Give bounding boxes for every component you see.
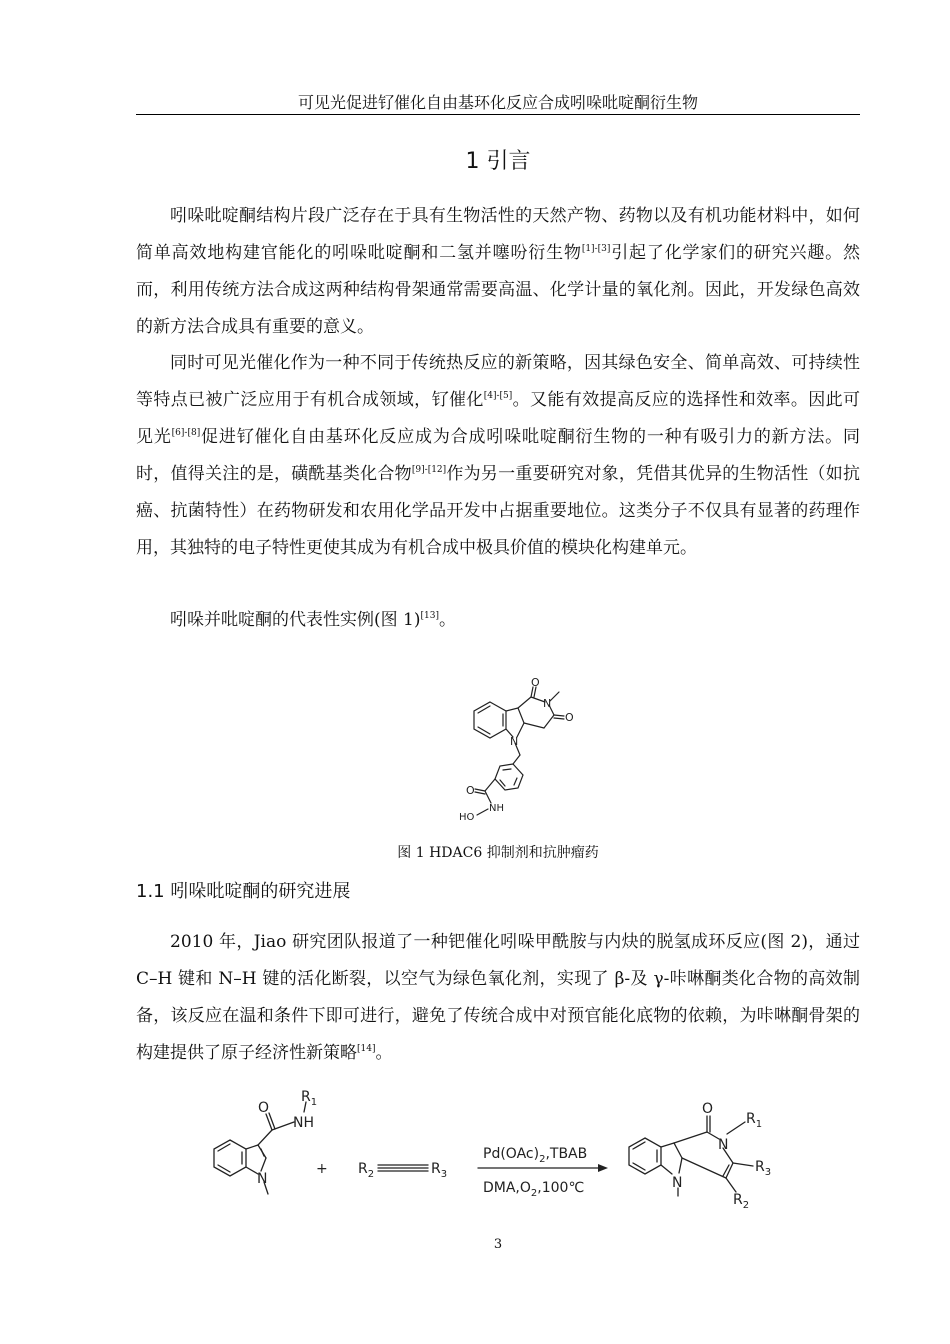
atom-label: O bbox=[702, 1101, 714, 1117]
atom-label: N bbox=[510, 735, 519, 748]
figure-1-structure bbox=[455, 676, 585, 823]
atom-label: N bbox=[543, 697, 552, 710]
atom-label: R bbox=[431, 1161, 441, 1177]
atom-label: NH bbox=[293, 1115, 314, 1131]
page-number: 3 bbox=[493, 1237, 503, 1252]
paragraph-text: 吲哚吡啶酮结构片段广泛存在于具有生物活性的天然产物、药物以及有机功能材料中，如何简单高效地构建官能化的吲哚吡啶酮和二氢并噻吩衍生物 bbox=[136, 206, 860, 263]
section-heading-1-1: 1.1 吲哚吡啶酮的研究进展 bbox=[136, 881, 351, 902]
atom-label: N bbox=[672, 1175, 683, 1191]
subscript: 3 bbox=[764, 1167, 772, 1178]
atom-label: O bbox=[565, 711, 574, 724]
substituent-label bbox=[358, 1161, 374, 1180]
citation: [9]-[12] bbox=[411, 465, 447, 475]
atom-label: N bbox=[257, 1171, 268, 1187]
paragraph-text: 引起了化学家们的研究兴趣。然而，利用传统方法合成这两种结构骨架通常需要高温、化学计量的氧化剂。因此，开发绿色高效的新方法合成具有重要的意义。 bbox=[136, 243, 861, 337]
condition-text: ,100℃ bbox=[537, 1180, 585, 1196]
reaction-conditions-above bbox=[483, 1146, 587, 1165]
substituent-label bbox=[755, 1159, 771, 1178]
paragraph-text: 同时可见光催化作为一种不同于传统热反应的新策略，因其绿色安全、简单高效、可持续性等特点已被广泛应用于有机合成领域，钌催化 bbox=[136, 353, 860, 410]
subscript: 1 bbox=[755, 1119, 763, 1130]
paragraph-intro-3 bbox=[136, 602, 860, 639]
section-heading-introduction: 1 引言 bbox=[465, 149, 531, 174]
subscript: 2 bbox=[530, 1188, 538, 1199]
figure-1-caption: 图 1 HDAC6 抑制剂和抗肿瘤药 bbox=[397, 845, 599, 861]
substituent-label bbox=[733, 1192, 749, 1211]
substituent-label bbox=[431, 1161, 447, 1180]
citation: [14] bbox=[357, 1044, 376, 1054]
citation: [13] bbox=[420, 611, 439, 621]
paragraph-text: 作为另一重要研究对象，凭借其优异的生物活性（如抗癌、抗菌特性）在药物研发和农用化学品开发中占据重要地位。这类分子不仅具有显著的药理作用，其独特的电子特性更使其成为有机合成中极具价值的模块化构建单元。 bbox=[136, 464, 861, 558]
atom-label: R bbox=[358, 1161, 368, 1177]
paragraph-text: 2010 年，Jiao 研究团队报道了一种钯催化吲哚甲酰胺与内炔的脱氢成环反应(图 2)，通过 C–H 键和 N–H 键的活化断裂，以空气为绿色氧化剂，实现了 β-及 γ-咔啉酮类化合物的高效制备，该反应在温和条件下即可进行，避免了传统合成中对预官能化底物的依赖，为咔啉酮骨架的构建提供了原子经济性新策略 bbox=[136, 932, 860, 1063]
subscript: 2 bbox=[742, 1200, 750, 1211]
citation: [4]-[5] bbox=[483, 391, 513, 401]
substituent-label bbox=[746, 1111, 762, 1130]
header-rule bbox=[136, 114, 860, 115]
paragraph-intro-2 bbox=[136, 345, 860, 567]
atom-label: R bbox=[746, 1111, 756, 1127]
condition-text: Pd(OAc) bbox=[483, 1146, 540, 1162]
atom-label: R bbox=[301, 1089, 311, 1105]
atom-label: O bbox=[466, 784, 475, 797]
running-header: 可见光促进钌催化自由基环化反应合成吲哚吡啶酮衍生物 bbox=[297, 93, 698, 112]
paragraph-research-progress bbox=[136, 924, 860, 1072]
subscript: 2 bbox=[367, 1169, 375, 1180]
atom-label: O bbox=[258, 1100, 270, 1116]
condition-text: ,TBAB bbox=[545, 1146, 588, 1162]
citation: [1]-[3] bbox=[581, 244, 611, 254]
figure-2-reaction-scheme bbox=[200, 1089, 800, 1211]
atom-label: N bbox=[718, 1137, 729, 1153]
paragraph-intro-1 bbox=[136, 198, 860, 346]
paragraph-text: 。 bbox=[375, 1043, 393, 1063]
plus-sign: + bbox=[316, 1161, 328, 1177]
subscript: 2 bbox=[539, 1154, 546, 1165]
atom-label: R bbox=[755, 1159, 765, 1175]
paragraph-text: 。又能有效提高反应的选择性和效率。因此可见光 bbox=[136, 390, 861, 447]
subscript: 3 bbox=[440, 1169, 448, 1180]
subscript: 1 bbox=[310, 1097, 318, 1108]
atom-label: R bbox=[733, 1192, 743, 1208]
reaction-conditions-below bbox=[483, 1180, 584, 1199]
condition-text: DMA,O bbox=[483, 1180, 531, 1196]
substituent-label bbox=[301, 1089, 317, 1108]
atom-label: HO bbox=[459, 812, 475, 823]
atom-label: NH bbox=[489, 803, 504, 814]
paragraph-text: 。 bbox=[438, 610, 456, 630]
paragraph-text: 吲哚并吡啶酮的代表性实例(图 1) bbox=[170, 610, 421, 630]
citation: [6]-[8] bbox=[171, 428, 201, 438]
paragraph-text: 促进钌催化自由基环化反应成为合成吲哚吡啶酮衍生物的一种有吸引力的新方法。同时，值得关注的是，磺酰基类化合物 bbox=[136, 427, 861, 484]
atom-label: O bbox=[531, 676, 540, 689]
